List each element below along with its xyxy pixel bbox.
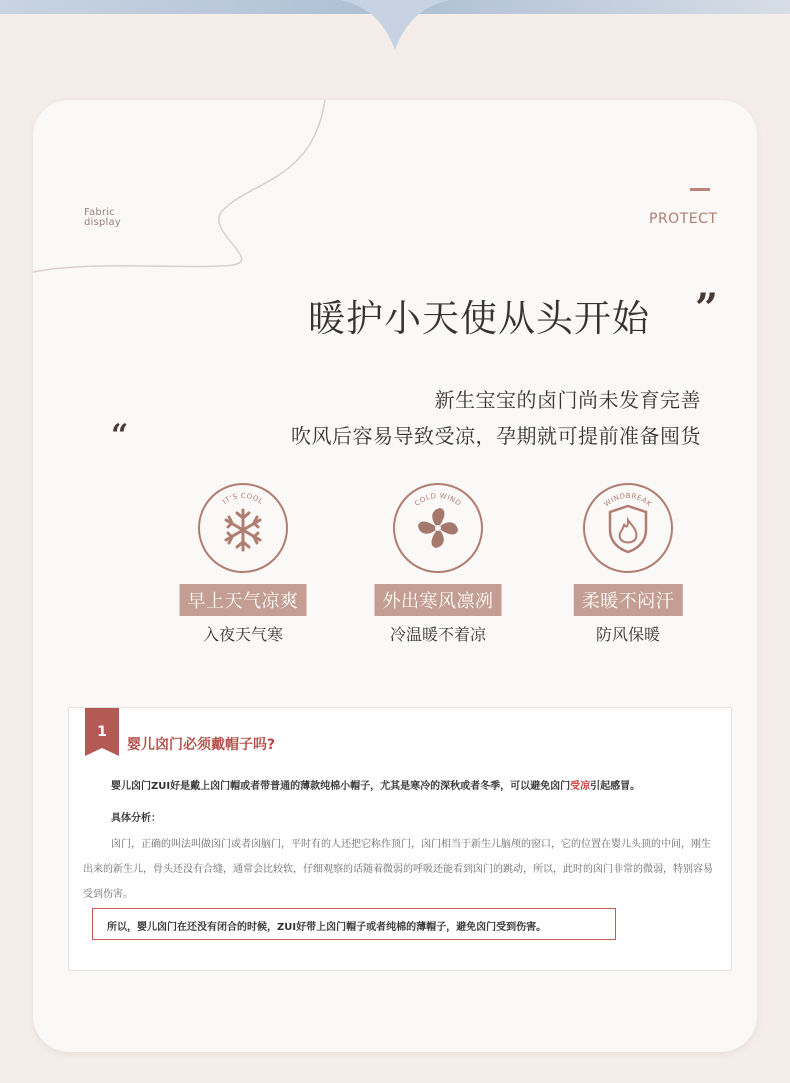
fabric-display-label: Fabric display — [84, 207, 121, 228]
feature-badge: 早上天气凉爽 — [180, 584, 307, 616]
ring-text-wind: COLD WIND — [413, 491, 463, 508]
info-title: 婴儿囟门必须戴帽子吗? — [127, 737, 276, 753]
protect-dash — [690, 188, 710, 191]
feature-subtext: 入夜天气寒 — [202, 625, 284, 644]
info-lead: 婴儿囟门ZUI好是戴上囟门帽或者带普通的薄款纯棉小帽子，尤其是寒冷的深秋或者冬季，可以避免囟门受凉引起感冒。 — [111, 781, 641, 792]
ribbon-number: 1 — [97, 724, 107, 740]
close-quote-mark: ” — [695, 285, 719, 332]
intro-line-1: 新生宝宝的卤门尚未发育完善 — [434, 388, 701, 412]
analysis-label: 具体分析： — [111, 813, 161, 824]
ring-text-windbreak: WINDBREAK — [602, 491, 654, 509]
fan-icon — [390, 480, 486, 576]
protect-label: PROTECT — [649, 211, 718, 227]
feature-subtext: 冷温暖不着凉 — [389, 625, 487, 644]
info-callout: 所以，婴儿囟门在还没有闭合的时候，ZUI好带上囟门帽子或者纯棉的薄帽子，避免囟门受到伤害。 — [92, 908, 616, 940]
content-card — [33, 100, 757, 1052]
svg-text:IT'S COOL — [221, 492, 264, 506]
feature-cold-wind — [338, 480, 538, 650]
feature-cool — [143, 480, 343, 650]
decorative-curve — [33, 100, 363, 290]
open-quote-mark: “ — [111, 418, 129, 453]
feature-subtext: 防风保暖 — [595, 625, 661, 644]
top-notch — [340, 0, 450, 52]
intro-line-2: 吹风后容易导致受凉，孕期就可提前准备囤货 — [291, 424, 701, 448]
analysis-paragraph: 囟门，正确的叫法叫做囟门或者囟脑门，平时有的人还把它称作顶门，囟门相当于新生儿脑颅的窗口，它的位置在婴儿头顶的中间，刚生出来的新生儿，骨头还没有合缝，通常会比较软，仔细观察的话随着微弱的呼吸还能看到囟门的跳动，所以，此时的囟门非常的微弱，特别容易受到伤害。 — [83, 839, 713, 900]
feature-badge: 柔暖不闷汗 — [574, 584, 683, 616]
feature-badge: 外出寒风凛冽 — [375, 584, 502, 616]
headline: 暖护小天使从头开始 — [308, 297, 650, 340]
ring-text-cool: IT'S COOL — [221, 491, 265, 506]
snowflake-icon — [195, 480, 291, 576]
shield-fire-icon — [580, 480, 676, 576]
svg-text:COLD WIND — [413, 492, 462, 508]
feature-windbreak — [528, 480, 728, 650]
highlight-text: 受凉 — [570, 781, 591, 792]
